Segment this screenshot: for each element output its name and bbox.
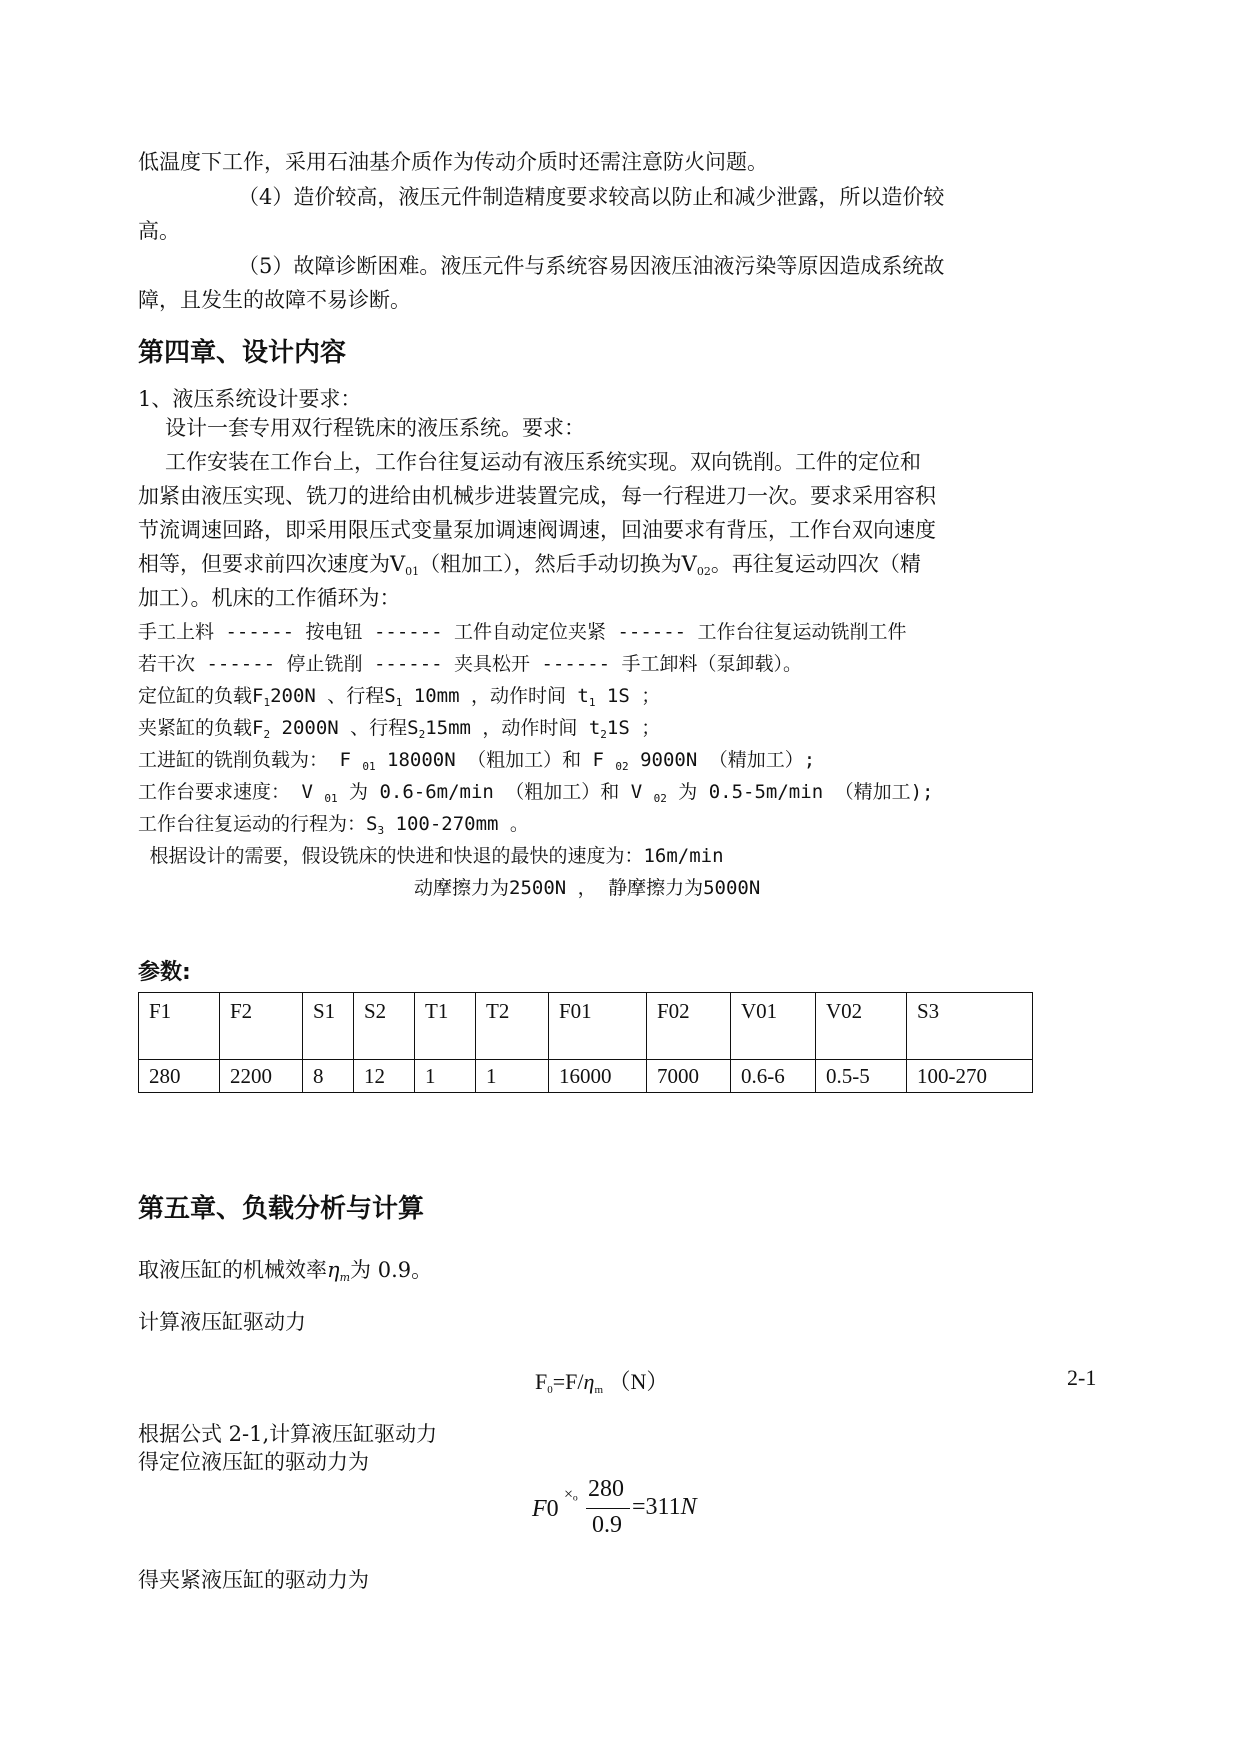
spec-table-speed: 工作台要求速度： V $_{01}$ 为 0.6-6m/min （粗加工）和 V $_{02}$ 为 0.5-5m/min （精加工); xyxy=(138,781,934,805)
calc-lhs: F0 xyxy=(532,1496,559,1522)
chapter5-title: 第五章、负载分析与计算 xyxy=(138,1194,425,1224)
param-header: S2 xyxy=(354,993,415,1060)
work-cycle-line-2: 若干次 ------ 停止铣削 ------ 夹具松开 ------ 手工卸料（泵卸载）。 xyxy=(138,653,803,675)
req-para-line-2: 加紧由液压实现、铣刀的进给由机械步进装置完成，每一行程进刀一次。要求采用容积 xyxy=(138,484,936,508)
param-header: F1 xyxy=(139,993,220,1060)
params-header-row xyxy=(139,993,1033,1060)
formula-2-1: $F_0=F/\eta_m$ （N） xyxy=(535,1369,669,1396)
param-header: F2 xyxy=(220,993,303,1060)
req-para-line-5: 加工）。机床的工作循环为： xyxy=(138,586,401,610)
spec-locating-cylinder: 定位缸的负载$F_1200N$ 、行程$S_1$ 10mm ，动作时间 $t_1$ 1S ； xyxy=(138,685,661,709)
param-header: S3 xyxy=(907,993,1033,1060)
param-value: 12 xyxy=(354,1060,415,1093)
locating-force-line: 得定位液压缸的驱动力为 xyxy=(138,1450,369,1474)
intro-line-5: 障，且发生的故障不易诊断。 xyxy=(138,288,411,312)
intro-line-3: 高。 xyxy=(138,219,180,243)
calc-marks: ×ₒ xyxy=(564,1486,578,1503)
efficiency-line: 取液压缸的机械效率$\eta_m$为 0.9。 xyxy=(138,1258,433,1284)
calc-denominator: 0.9 xyxy=(592,1512,622,1538)
param-value: 2200 xyxy=(220,1060,303,1093)
param-value: 7000 xyxy=(647,1060,731,1093)
fraction-bar xyxy=(586,1508,630,1509)
friction-line: 动摩擦力为2500N ， 静摩擦力为5000N xyxy=(414,877,761,899)
param-header: F02 xyxy=(647,993,731,1060)
req-para-line-3: 节流调速回路，即采用限压式变量泵加调速阀调速，回油要求有背压，工作台双向速度 xyxy=(138,518,936,542)
drive-force-line: 计算液压缸驱动力 xyxy=(138,1310,306,1334)
req-para-line-1: 工作安装在工作台上，工作台往复运动有液压系统实现。双向铣削。工件的定位和 xyxy=(165,450,921,474)
req-para-line-4: 相等，但要求前四次速度为$V_{01}$（粗加工），然后手动切换为$V_{02}$。再往复运动四次（精 xyxy=(138,552,921,578)
param-header: T1 xyxy=(415,993,476,1060)
param-header: T2 xyxy=(476,993,549,1060)
param-header: S1 xyxy=(303,993,354,1060)
item1-subheading: 设计一套专用双行程铣床的液压系统。要求： xyxy=(165,416,585,440)
params-title: 参数: xyxy=(138,960,191,985)
param-value: 16000 xyxy=(549,1060,647,1093)
spec-clamping-cylinder: 夹紧缸的负载$F_2$ 2000N 、行程$S_215mm$ ，动作时间 $t_21S$ ； xyxy=(138,717,661,741)
param-value: 1 xyxy=(476,1060,549,1093)
params-value-row xyxy=(139,1060,1033,1093)
param-value: 280 xyxy=(139,1060,220,1093)
param-value: 0.5-5 xyxy=(816,1060,907,1093)
param-header: F01 xyxy=(549,993,647,1060)
work-cycle-line-1: 手工上料 ------ 按电钮 ------ 工件自动定位夹紧 ------ 工作台往复运动铣削工件 xyxy=(138,621,907,643)
formula-number: 2-1 xyxy=(1067,1365,1097,1390)
param-header: V02 xyxy=(816,993,907,1060)
params-table xyxy=(138,992,1033,1093)
spec-table-stroke: 工作台往复运动的行程为：$S_3$ 100-270mm 。 xyxy=(138,813,529,837)
chapter4-title: 第四章、设计内容 xyxy=(138,338,347,368)
param-value: 1 xyxy=(415,1060,476,1093)
spec-milling-load: 工进缸的铣削负载为： F $_{01}$ 18000N （粗加工）和 F $_{02}$ 9000N （精加工）; xyxy=(138,749,816,773)
intro-line-1: 低温度下工作，采用石油基介质作为传动介质时还需注意防火问题。 xyxy=(138,150,768,174)
formula-ref-line: 根据公式 2-1,计算液压缸驱动力 xyxy=(138,1422,438,1446)
intro-line-4: （5）故障诊断困难。液压元件与系统容易因液压油液污染等原因造成系统故 xyxy=(238,254,945,278)
param-value: 8 xyxy=(303,1060,354,1093)
param-header: V01 xyxy=(731,993,816,1060)
calc-numerator: 280 xyxy=(588,1476,624,1502)
param-value: 100-270 xyxy=(907,1060,1033,1093)
intro-line-2: （4）造价较高，液压元件制造精度要求较高以防止和减少泄露，所以造价较 xyxy=(238,185,945,209)
calc-result: =311N xyxy=(632,1494,697,1520)
param-value: 0.6-6 xyxy=(731,1060,816,1093)
assumption-line: 根据设计的需要，假设铣床的快进和快退的最快的速度为：16m/min xyxy=(138,845,724,867)
item1-heading: 1、液压系统设计要求： xyxy=(138,387,362,411)
clamping-force-line: 得夹紧液压缸的驱动力为 xyxy=(138,1568,369,1592)
